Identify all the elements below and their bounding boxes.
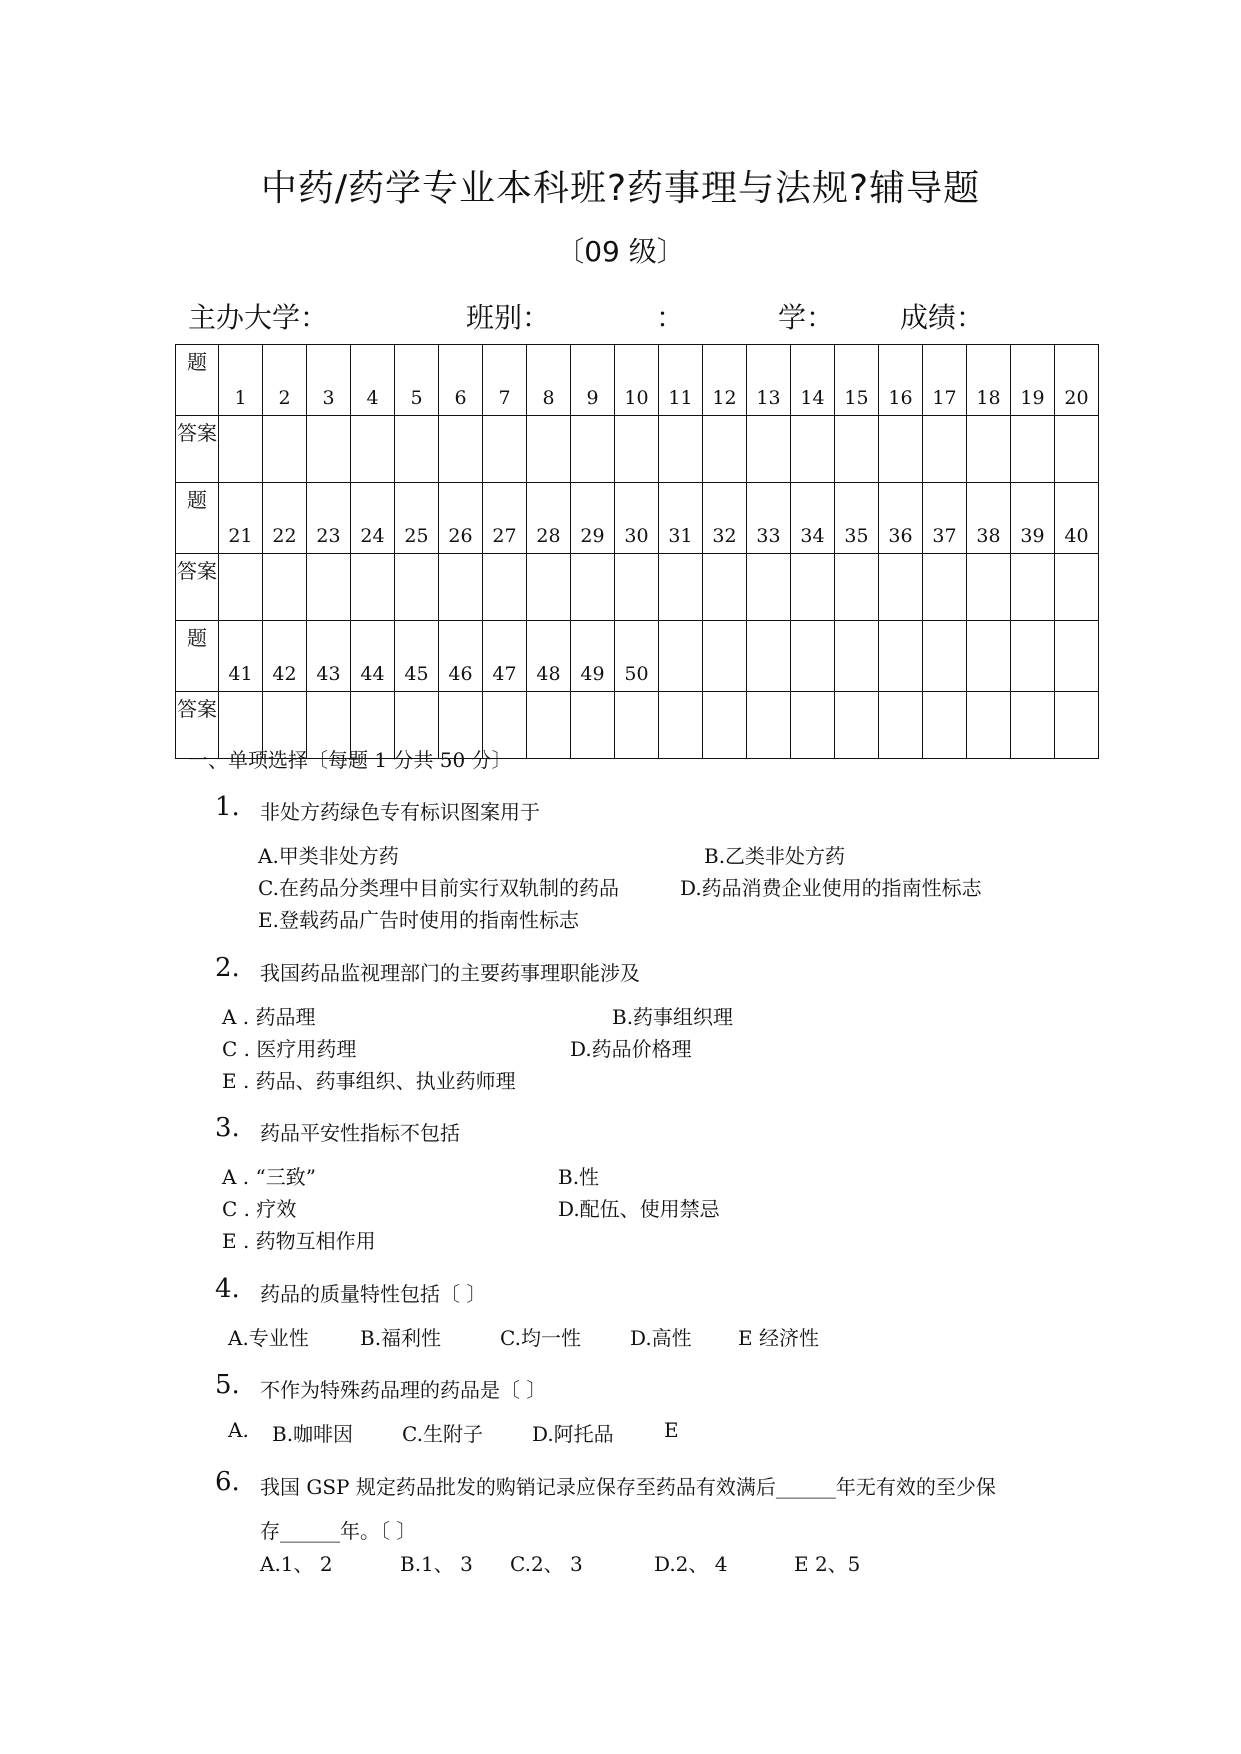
- question-number-cell: [703, 621, 747, 692]
- name-colon-label: ：: [656, 301, 685, 334]
- answer-cell[interactable]: [659, 416, 703, 483]
- answer-cell[interactable]: [703, 692, 747, 759]
- answer-cell[interactable]: [791, 554, 835, 621]
- answer-cell[interactable]: [395, 416, 439, 483]
- answer-cell[interactable]: [1055, 416, 1099, 483]
- option-d: D.高性: [630, 1326, 692, 1350]
- question-number-cell: 17: [923, 345, 967, 416]
- question-number-cell: 42: [263, 621, 307, 692]
- option-e: E 经济性: [738, 1326, 819, 1350]
- question-number-cell: 35: [835, 483, 879, 554]
- answer-cell[interactable]: [1055, 692, 1099, 759]
- answer-cell[interactable]: [263, 416, 307, 483]
- question-number-cell: [879, 621, 923, 692]
- option-d: D.2、 4: [654, 1552, 728, 1576]
- answer-cell[interactable]: [967, 692, 1011, 759]
- question-number-cell: 9: [571, 345, 615, 416]
- answer-cell[interactable]: [571, 692, 615, 759]
- answer-cell[interactable]: [307, 554, 351, 621]
- answer-row: [176, 416, 1099, 483]
- answer-cell[interactable]: [1055, 554, 1099, 621]
- option-c: C.均一性: [500, 1326, 581, 1350]
- question-number-cell: 6: [439, 345, 483, 416]
- question-number-cell: 50: [615, 621, 659, 692]
- answer-cell[interactable]: [879, 554, 923, 621]
- question-number-cell: [967, 621, 1011, 692]
- question-number-row: [176, 621, 1099, 692]
- answer-cell[interactable]: [527, 416, 571, 483]
- question-number-cell: [659, 621, 703, 692]
- question-number-cell: 30: [615, 483, 659, 554]
- option-a: A . “三致”: [222, 1165, 316, 1189]
- question-number-cell: 48: [527, 621, 571, 692]
- option-b: B.乙类非处方药: [704, 844, 846, 868]
- answer-row-label: 答案: [176, 416, 219, 483]
- question-number-cell: 15: [835, 345, 879, 416]
- question-number-cell: 45: [395, 621, 439, 692]
- option-e: E.登载药品广告时使用的指南性标志: [258, 908, 579, 932]
- answer-cell[interactable]: [263, 554, 307, 621]
- question-number-cell: 1: [219, 345, 263, 416]
- question-number-cell: 38: [967, 483, 1011, 554]
- question-number-cell: 37: [923, 483, 967, 554]
- answer-cell[interactable]: [1011, 416, 1055, 483]
- question-number-cell: 32: [703, 483, 747, 554]
- answer-cell[interactable]: [747, 416, 791, 483]
- question-text-continued: 存______年。〔 〕: [260, 1519, 417, 1543]
- question-number-row: [176, 345, 1099, 416]
- answer-cell[interactable]: [835, 416, 879, 483]
- question-number-cell: 23: [307, 483, 351, 554]
- question-row-label: 题: [176, 483, 219, 554]
- question-number: 4.: [215, 1274, 240, 1304]
- option-c: C.2、 3: [510, 1552, 583, 1576]
- answer-cell[interactable]: [967, 416, 1011, 483]
- question-number: 6.: [215, 1467, 240, 1497]
- question-number-cell: 47: [483, 621, 527, 692]
- question-number-cell: 36: [879, 483, 923, 554]
- question-number-cell: 22: [263, 483, 307, 554]
- answer-cell[interactable]: [703, 554, 747, 621]
- answer-row-label: 答案: [176, 554, 219, 621]
- question-number-cell: 8: [527, 345, 571, 416]
- answer-cell[interactable]: [835, 554, 879, 621]
- question-number-cell: 39: [1011, 483, 1055, 554]
- option-e: E . 药品、药事组织、执业药师理: [222, 1069, 516, 1093]
- question-number-cell: 41: [219, 621, 263, 692]
- question-text: 非处方药绿色专有标识图案用于: [260, 800, 540, 824]
- answer-cell[interactable]: [879, 416, 923, 483]
- answer-cell[interactable]: [967, 554, 1011, 621]
- question-number-cell: [923, 621, 967, 692]
- answer-cell[interactable]: [527, 692, 571, 759]
- option-d: D.阿托品: [532, 1422, 614, 1446]
- question-number-cell: [1055, 621, 1099, 692]
- page-title: 中药/药学专业本科班?药事理与法规?辅导题: [260, 168, 981, 209]
- question-number-cell: 46: [439, 621, 483, 692]
- question-number-cell: 26: [439, 483, 483, 554]
- answer-cell[interactable]: [351, 554, 395, 621]
- question-number-cell: 11: [659, 345, 703, 416]
- question-number-cell: 13: [747, 345, 791, 416]
- section-heading: 一、单项选择〔每题 1 分共 50 分〕: [188, 748, 512, 772]
- question-number-cell: 20: [1055, 345, 1099, 416]
- question-text: 我国药品监视理部门的主要药事理职能涉及: [260, 961, 640, 985]
- question-number-cell: 2: [263, 345, 307, 416]
- option-b: B.咖啡因: [272, 1422, 354, 1446]
- question-text: 药品的质量特性包括〔 〕: [260, 1282, 487, 1306]
- answer-cell[interactable]: [615, 692, 659, 759]
- answer-row-label: 答案: [176, 692, 219, 759]
- option-e: E . 药物互相作用: [222, 1229, 376, 1253]
- answer-cell[interactable]: [219, 554, 263, 621]
- school-label: 主办大学：: [188, 301, 329, 334]
- answer-cell[interactable]: [923, 416, 967, 483]
- question-number: 5.: [215, 1370, 240, 1400]
- option-c: C . 医疗用药理: [222, 1037, 357, 1061]
- option-a: A.1、 2: [260, 1552, 333, 1576]
- question-number-cell: 31: [659, 483, 703, 554]
- question-number-cell: [791, 621, 835, 692]
- answer-cell[interactable]: [923, 554, 967, 621]
- question-number-cell: [747, 621, 791, 692]
- answer-cell[interactable]: [351, 416, 395, 483]
- question-number-cell: 16: [879, 345, 923, 416]
- answer-cell[interactable]: [923, 692, 967, 759]
- answer-cell[interactable]: [395, 554, 439, 621]
- option-c: C.在药品分类理中目前实行双轨制的药品: [258, 876, 619, 900]
- question-number: 1.: [215, 792, 240, 822]
- option-d: D.配伍、使用禁忌: [558, 1197, 720, 1221]
- option-b: B.福利性: [360, 1326, 442, 1350]
- answer-cell[interactable]: [615, 554, 659, 621]
- score-label: 成绩：: [900, 301, 985, 334]
- question-number-cell: 27: [483, 483, 527, 554]
- option-d: D.药品价格理: [570, 1037, 692, 1061]
- answer-cell[interactable]: [1011, 692, 1055, 759]
- question-number-cell: 28: [527, 483, 571, 554]
- student-info-row: [0, 296, 1241, 336]
- question-number-cell: 43: [307, 621, 351, 692]
- answer-cell[interactable]: [703, 416, 747, 483]
- question-number-cell: [1011, 621, 1055, 692]
- question-number-cell: 25: [395, 483, 439, 554]
- question-number-cell: 18: [967, 345, 1011, 416]
- question-number-cell: 34: [791, 483, 835, 554]
- question-number-cell: 10: [615, 345, 659, 416]
- question-row-label: 题: [176, 345, 219, 416]
- question-number-cell: 49: [571, 621, 615, 692]
- question-number: 3.: [215, 1113, 240, 1143]
- question-number-cell: 7: [483, 345, 527, 416]
- question-number-cell: 19: [1011, 345, 1055, 416]
- answer-cell[interactable]: [571, 554, 615, 621]
- option-c: C.生附子: [402, 1422, 483, 1446]
- answer-cell[interactable]: [571, 416, 615, 483]
- answer-cell[interactable]: [1011, 554, 1055, 621]
- answer-cell[interactable]: [439, 554, 483, 621]
- answer-cell[interactable]: [659, 692, 703, 759]
- question-text: 药品平安性指标不包括: [260, 1121, 460, 1145]
- option-e: E 2、5: [794, 1552, 861, 1576]
- answer-cell[interactable]: [483, 416, 527, 483]
- question-number-cell: 12: [703, 345, 747, 416]
- answer-cell[interactable]: [659, 554, 703, 621]
- question-number-cell: 40: [1055, 483, 1099, 554]
- answer-cell[interactable]: [439, 416, 483, 483]
- option-b: B.性: [558, 1165, 600, 1189]
- option-a: A.专业性: [228, 1326, 309, 1350]
- option-c: C . 疗效: [222, 1197, 297, 1221]
- question-number-cell: 4: [351, 345, 395, 416]
- question-text: 我国 GSP 规定药品批发的购销记录应保存至药品有效满后______年无有效的至少保: [260, 1475, 996, 1499]
- option-b: B.药事组织理: [612, 1005, 734, 1029]
- answer-cell[interactable]: [747, 692, 791, 759]
- answer-row: [176, 554, 1099, 621]
- answer-cell[interactable]: [747, 554, 791, 621]
- option-a: A.: [228, 1418, 249, 1442]
- question-text: 不作为特殊药品理的药品是〔 〕: [260, 1378, 547, 1402]
- option-d: D.药品消费企业使用的指南性标志: [680, 876, 982, 900]
- answer-grid: [175, 344, 1099, 759]
- question-number-cell: 24: [351, 483, 395, 554]
- option-a: A.甲类非处方药: [258, 844, 399, 868]
- question-number-row: [176, 483, 1099, 554]
- question-number-cell: 29: [571, 483, 615, 554]
- answer-cell[interactable]: [615, 416, 659, 483]
- option-b: B.1、 3: [400, 1552, 473, 1576]
- class-label: 班别：: [466, 301, 551, 334]
- answer-cell[interactable]: [835, 692, 879, 759]
- question-number-cell: 5: [395, 345, 439, 416]
- question-row-label: 题: [176, 621, 219, 692]
- question-number-cell: 33: [747, 483, 791, 554]
- option-a: A . 药品理: [222, 1005, 316, 1029]
- answer-cell[interactable]: [307, 416, 351, 483]
- answer-cell[interactable]: [483, 554, 527, 621]
- answer-cell[interactable]: [791, 416, 835, 483]
- answer-cell[interactable]: [527, 554, 571, 621]
- answer-cell[interactable]: [219, 416, 263, 483]
- question-number-cell: 44: [351, 621, 395, 692]
- question-number-cell: [835, 621, 879, 692]
- page-subtitle: 〔09 级〕: [556, 235, 685, 268]
- option-e: E: [664, 1418, 679, 1442]
- answer-cell[interactable]: [791, 692, 835, 759]
- question-number: 2.: [215, 953, 240, 983]
- question-number-cell: 21: [219, 483, 263, 554]
- student-label: 学：: [778, 301, 835, 334]
- question-number-cell: 14: [791, 345, 835, 416]
- question-number-cell: 3: [307, 345, 351, 416]
- answer-cell[interactable]: [879, 692, 923, 759]
